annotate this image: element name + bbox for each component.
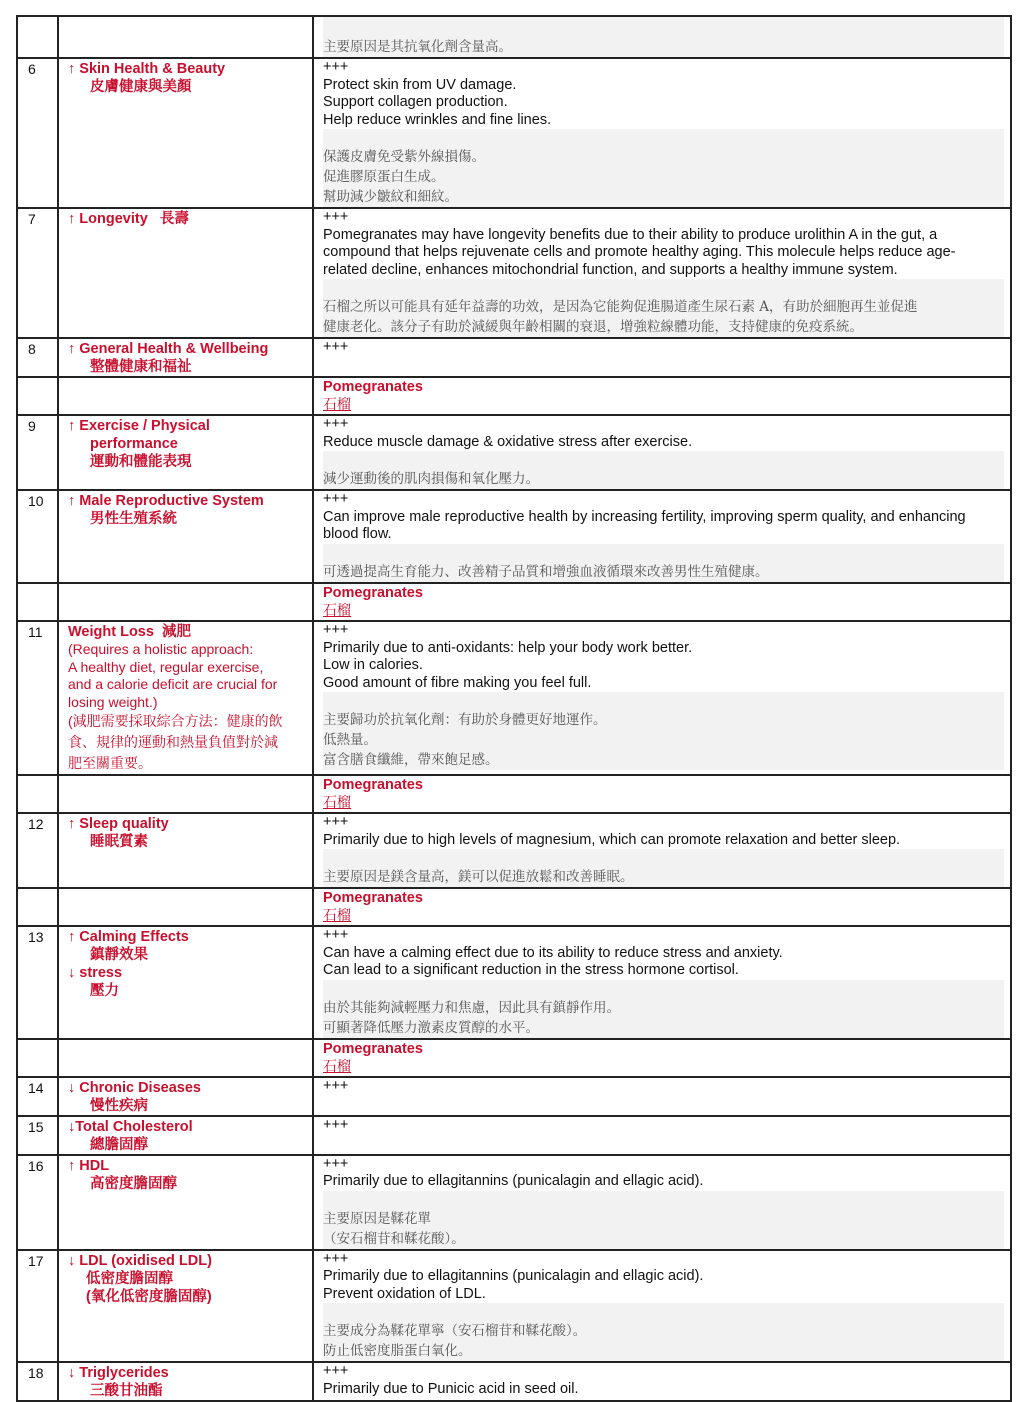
text-line: (減肥需要採取綜合方法：健康的飲	[68, 713, 283, 729]
description-cell	[313, 813, 1011, 888]
benefit-cell	[58, 621, 313, 775]
description-cell	[313, 1362, 1011, 1401]
benefit-title: ↑ Exercise / Physical	[68, 418, 210, 434]
benefit-title-cn: 慢性疾病	[90, 1097, 148, 1114]
row-number: 14	[17, 1077, 58, 1116]
rating: +++	[323, 1077, 349, 1094]
benefit-title: ↑ General Health & Wellbeing	[68, 341, 269, 357]
section-header-row	[17, 888, 1011, 926]
table-row	[17, 415, 1011, 490]
text-line: 保護皮膚免受紫外線損傷。	[323, 149, 485, 165]
section-label-cn: 石榴	[323, 795, 351, 811]
text-line: 主要歸功於抗氧化劑：有助於身體更好地運作。	[323, 712, 607, 728]
table-row	[17, 1362, 1011, 1401]
chinese-description	[323, 1191, 1004, 1249]
benefit-cell	[58, 490, 313, 583]
text-line: Help reduce wrinkles and fine lines.	[323, 111, 552, 128]
english-description	[323, 491, 1004, 544]
text-line: 減少運動後的肌肉損傷和氧化壓力。	[323, 471, 539, 487]
benefit-cell	[58, 813, 313, 888]
benefit-cell	[58, 16, 313, 58]
benefit-cell	[58, 1250, 313, 1363]
text-line: Pomegranates may have longevity benefits due to their ability to produce urolithin A in the gut, a	[323, 226, 938, 243]
benefit-cell	[58, 926, 313, 1039]
benefit-title-cn: 高密度膽固醇	[90, 1175, 177, 1192]
benefit-title: ↑ Male Reproductive System	[68, 493, 264, 509]
description-cell	[313, 208, 1011, 338]
description-cell	[313, 415, 1011, 490]
english-description	[323, 622, 1004, 692]
benefit-cell	[58, 1362, 313, 1401]
benefit-title-2-cn: 壓力	[90, 983, 119, 999]
section-header-row	[17, 775, 1011, 813]
english-description	[323, 209, 1004, 279]
benefit-title-cn: 皮膚健康與美顏	[90, 79, 192, 95]
chinese-description	[323, 129, 1004, 207]
text-line: 石榴之所以可能具有延年益壽的功效，是因為它能夠促進腸道產生尿石素 A，有助於細胞再生並促進	[323, 299, 918, 315]
text-line: compound that helps rejuvenate cells and promote healthy aging. This molecule helps reduce age-	[323, 244, 956, 260]
text-line: 促進膠原蛋白生成。	[323, 169, 445, 185]
text-line: Prevent oxidation of LDL.	[323, 1285, 486, 1302]
chinese-description	[323, 544, 1004, 582]
text-line: 主要原因是其抗氧化劑含量高。	[323, 39, 512, 55]
rating: +++	[323, 622, 349, 638]
description-cell	[313, 621, 1011, 775]
text-line: Good amount of fibre making you feel full.	[323, 674, 592, 691]
section-label	[313, 583, 1011, 621]
benefit-cell	[58, 1155, 313, 1250]
table-row	[17, 16, 1011, 58]
row-number: 9	[17, 415, 58, 490]
english-description	[323, 1251, 1004, 1304]
benefit-note-cn	[68, 711, 308, 774]
text-line: 可透過提高生育能力、改善精子品質和增強血液循環來改善男性生殖健康。	[323, 563, 769, 580]
chinese-description	[323, 980, 1004, 1038]
benefit-title: ↓Total Cholesterol	[68, 1118, 193, 1135]
text-line: 主要成分為鞣花單寧（安石榴苷和鞣花酸）。	[323, 1323, 587, 1339]
rating: +++	[323, 209, 349, 225]
benefit-title: ↑ Skin Health & Beauty	[68, 61, 226, 77]
benefit-title-cn: 男性生殖系統	[90, 511, 177, 527]
table-row	[17, 621, 1011, 775]
section-label-cn: 石榴	[323, 908, 351, 924]
benefit-title-cn: 鎮靜效果	[90, 947, 148, 963]
benefits-table	[16, 15, 1012, 1402]
table-row	[17, 1250, 1011, 1363]
row-number: 12	[17, 813, 58, 888]
text-line: Can have a calming effect due to its ability to reduce stress and anxiety.	[323, 944, 783, 961]
text-line: Support collagen production.	[323, 94, 508, 110]
rating: +++	[323, 1250, 349, 1267]
text-line: 肥至關重要。	[68, 755, 152, 771]
section-label	[313, 377, 1011, 415]
text-line: related decline, enhances mitochondrial function, and supports a healthy immune system.	[323, 261, 898, 278]
text-line: Primarily due to high levels of magnesium, which can promote relaxation and better sleep.	[323, 831, 901, 848]
text-line: Low in calories.	[323, 657, 423, 673]
benefit-cell	[58, 58, 313, 208]
table-row	[17, 926, 1011, 1039]
text-line: A healthy diet, regular exercise,	[68, 658, 264, 675]
benefit-title: ↓ LDL (oxidised LDL)	[68, 1252, 212, 1269]
row-number: 17	[17, 1250, 58, 1363]
text-line: Primarily due to Punicic acid in seed oil.	[323, 1380, 579, 1397]
row-number: 6	[17, 58, 58, 208]
row-number: 11	[17, 621, 58, 775]
description-cell	[313, 16, 1011, 58]
rating: +++	[323, 927, 349, 943]
text-line: 低熱量。	[323, 732, 377, 748]
benefit-title-cn: 低密度膽固醇	[86, 1270, 173, 1287]
rating: +++	[323, 59, 349, 75]
section-label-cn: 石榴	[323, 603, 351, 619]
chinese-description	[323, 1303, 1004, 1361]
benefit-title: Weight Loss 減肥	[68, 624, 191, 640]
chinese-description	[323, 279, 1004, 337]
rating: +++	[323, 416, 349, 432]
text-line: Protect skin from UV damage.	[323, 76, 517, 93]
section-header-row	[17, 583, 1011, 621]
description-cell	[313, 58, 1011, 208]
text-line: 主要原因是鞣花單	[323, 1210, 431, 1227]
description-cell	[313, 490, 1011, 583]
table-row	[17, 208, 1011, 338]
section-label-en: Pomegranates	[323, 777, 423, 793]
benefit-title: ↑ HDL	[68, 1157, 110, 1174]
text-line: 富含膳食纖維，帶來飽足感。	[323, 752, 499, 768]
table-row	[17, 813, 1011, 888]
text-line: 幫助減少皺紋和細紋。	[323, 189, 458, 205]
section-label-en: Pomegranates	[323, 1040, 423, 1057]
row-number: 15	[17, 1116, 58, 1155]
chinese-description	[323, 692, 1004, 770]
text-line: Primarily due to ellagitannins (punicalagin and ellagic acid).	[323, 1173, 704, 1189]
text-line: 食、規律的運動和熱量負值對於減	[68, 734, 278, 750]
description-cell	[313, 926, 1011, 1039]
benefit-title: ↑ Longevity 長壽	[68, 211, 189, 227]
rating: +++	[323, 491, 349, 507]
row-number: 7	[17, 208, 58, 338]
text-line: blood flow.	[323, 526, 392, 542]
text-line: Can lead to a significant reduction in the stress hormone cortisol.	[323, 962, 739, 978]
chinese-description	[323, 849, 1004, 887]
english-description	[323, 59, 1004, 129]
rating: +++	[323, 1363, 349, 1379]
benefit-cell	[58, 415, 313, 490]
row-number-cell	[17, 16, 58, 58]
table-row	[17, 1116, 1011, 1155]
text-line: Primarily due to ellagitannins (punicalagin and ellagic acid).	[323, 1268, 704, 1284]
text-line: Reduce muscle damage & oxidative stress after exercise.	[323, 433, 693, 450]
description-cell	[313, 1116, 1011, 1155]
benefit-title-cn: 睡眠質素	[90, 834, 148, 850]
rating: +++	[323, 1155, 349, 1172]
text-line: 健康老化。該分子有助於減緩與年齡相關的衰退，增強粒線體功能，支持健康的免疫系統。	[323, 319, 863, 335]
table-row	[17, 58, 1011, 208]
description-cell	[313, 338, 1011, 377]
chinese-description	[323, 451, 1004, 489]
table-row	[17, 338, 1011, 377]
section-label-cn: 石榴	[323, 1058, 351, 1075]
english-description	[323, 1156, 1004, 1191]
benefit-note	[68, 641, 308, 711]
text-line: 可顯著降低壓力激素皮質醇的水平。	[323, 1019, 539, 1036]
english-description	[323, 1363, 1004, 1398]
row-number: 13	[17, 926, 58, 1039]
benefit-title: ↑ Calming Effects	[68, 929, 189, 945]
section-label	[313, 775, 1011, 813]
section-label	[313, 888, 1011, 926]
section-label	[313, 1039, 1011, 1077]
text-line: and a calorie deficit are crucial for	[68, 676, 278, 692]
description-cell	[313, 1155, 1011, 1250]
text-line: 主要原因是鎂含量高，鎂可以促進放鬆和改善睡眠。	[323, 869, 634, 885]
row-number: 8	[17, 338, 58, 377]
table-row	[17, 490, 1011, 583]
benefit-title-2: performance	[90, 436, 178, 452]
text-line: (Requires a holistic approach:	[68, 641, 254, 657]
english-description	[323, 814, 1004, 849]
benefit-cell	[58, 338, 313, 377]
row-number: 16	[17, 1155, 58, 1250]
section-label-cn: 石榴	[323, 397, 351, 413]
table-row	[17, 1155, 1011, 1250]
benefit-title-cn-2: (氧化低密度膽固醇)	[86, 1288, 212, 1305]
section-header-row	[17, 1039, 1011, 1077]
benefit-title: ↓ Triglycerides	[68, 1365, 169, 1381]
benefit-title-cn: 總膽固醇	[90, 1136, 148, 1153]
text-line: Primarily due to anti-oxidants: help your body work better.	[323, 639, 693, 656]
text-line: （安石榴苷和鞣花酸）。	[323, 1230, 465, 1247]
text-line: 防止低密度脂蛋白氧化。	[323, 1343, 472, 1359]
benefit-cell	[58, 208, 313, 338]
text-line: 由於其能夠減輕壓力和焦慮，因此具有鎮靜作用。	[323, 999, 620, 1016]
rating: +++	[323, 339, 349, 355]
section-label-en: Pomegranates	[323, 379, 423, 395]
benefit-title-2: ↓ stress	[68, 965, 123, 981]
text-line: losing weight.)	[68, 693, 158, 710]
chinese-description	[323, 17, 1004, 57]
benefit-title: ↑ Sleep quality	[68, 816, 169, 832]
benefit-title: ↓ Chronic Diseases	[68, 1079, 201, 1096]
description-cell	[313, 1250, 1011, 1363]
row-number: 18	[17, 1362, 58, 1401]
rating: +++	[323, 1116, 349, 1133]
benefit-title-cn: 運動和體能表現	[90, 454, 192, 470]
benefit-title-cn: 整體健康和福祉	[90, 359, 192, 375]
description-cell	[313, 1077, 1011, 1116]
section-label-en: Pomegranates	[323, 585, 423, 601]
benefit-cell	[58, 1077, 313, 1116]
english-description	[323, 416, 1004, 451]
benefit-title-cn: 三酸甘油酯	[90, 1383, 163, 1399]
section-header-row	[17, 377, 1011, 415]
benefit-cell	[58, 1116, 313, 1155]
english-description	[323, 927, 1004, 980]
rating: +++	[323, 814, 349, 830]
text-line: Can improve male reproductive health by increasing fertility, improving sperm quality, and enhancing	[323, 508, 966, 525]
row-number: 10	[17, 490, 58, 583]
section-label-en: Pomegranates	[323, 890, 423, 906]
table-row	[17, 1077, 1011, 1116]
